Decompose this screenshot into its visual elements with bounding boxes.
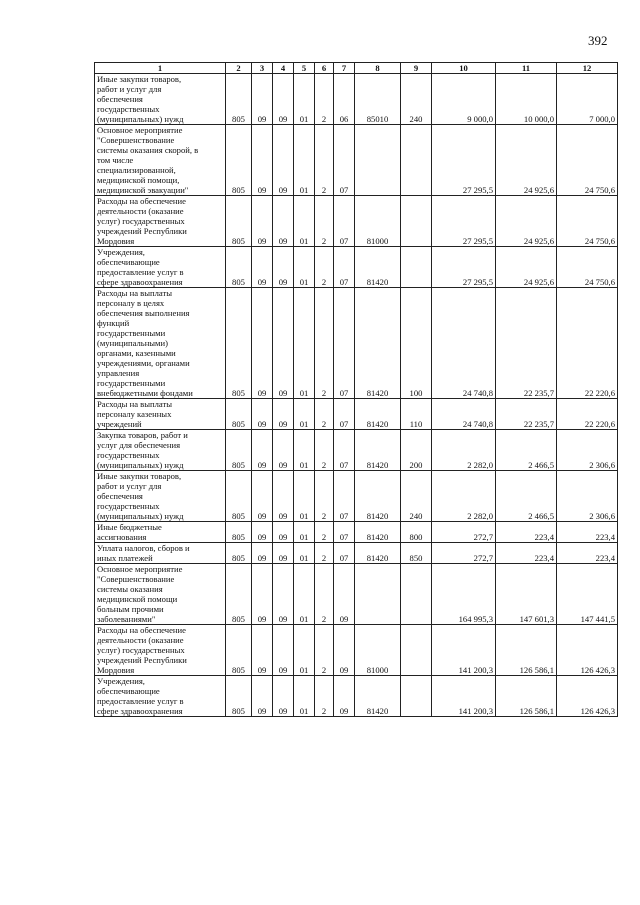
cell-event: 07 — [334, 543, 355, 564]
cell-subprogram: 2 — [315, 522, 334, 543]
table-row — [95, 247, 618, 288]
cell-direction: 81420 — [355, 288, 401, 399]
cell-amount-year1: 27 295,5 — [432, 125, 496, 196]
cell-admin-code: 805 — [226, 676, 252, 717]
cell-section: 09 — [252, 676, 273, 717]
cell-section: 09 — [252, 247, 273, 288]
cell-amount-year3: 147 441,5 — [557, 564, 618, 625]
cell-amount-year3: 126 426,3 — [557, 676, 618, 717]
cell-event: 07 — [334, 196, 355, 247]
cell-subsection: 09 — [273, 522, 294, 543]
cell-amount-year2: 126 586,1 — [496, 625, 557, 676]
cell-expense-type: 850 — [401, 543, 432, 564]
cell-amount-year1: 141 200,3 — [432, 676, 496, 717]
cell-amount-year2: 24 925,6 — [496, 196, 557, 247]
cell-event: 07 — [334, 399, 355, 430]
cell-event: 09 — [334, 676, 355, 717]
cell-expense-type — [401, 676, 432, 717]
header-cell: 11 — [496, 63, 557, 74]
cell-amount-year3: 24 750,6 — [557, 247, 618, 288]
budget-table — [94, 62, 618, 717]
cell-program: 01 — [294, 430, 315, 471]
header-cell: 10 — [432, 63, 496, 74]
cell-section: 09 — [252, 471, 273, 522]
table-row — [95, 564, 618, 625]
cell-program: 01 — [294, 471, 315, 522]
header-cell: 4 — [273, 63, 294, 74]
cell-expense-type — [401, 247, 432, 288]
cell-amount-year2: 22 235,7 — [496, 399, 557, 430]
row-description: Учреждения, обеспечивающие предоставление услуг в сфере здравоохранения — [95, 676, 226, 717]
cell-section: 09 — [252, 430, 273, 471]
cell-program: 01 — [294, 288, 315, 399]
cell-subprogram: 2 — [315, 247, 334, 288]
cell-admin-code: 805 — [226, 430, 252, 471]
cell-expense-type: 800 — [401, 522, 432, 543]
cell-subsection: 09 — [273, 125, 294, 196]
cell-event: 07 — [334, 247, 355, 288]
cell-amount-year2: 2 466,5 — [496, 471, 557, 522]
table-row — [95, 430, 618, 471]
table-row — [95, 676, 618, 717]
row-description: Закупка товаров, работ и услуг для обеспечения государственных (муниципальных) нужд — [95, 430, 226, 471]
cell-amount-year2: 10 000,0 — [496, 74, 557, 125]
cell-direction: 85010 — [355, 74, 401, 125]
cell-section: 09 — [252, 399, 273, 430]
cell-subprogram: 2 — [315, 543, 334, 564]
cell-amount-year3: 7 000,0 — [557, 74, 618, 125]
table-row — [95, 288, 618, 399]
cell-amount-year3: 22 220,6 — [557, 399, 618, 430]
cell-subsection: 09 — [273, 625, 294, 676]
cell-subsection: 09 — [273, 564, 294, 625]
cell-admin-code: 805 — [226, 399, 252, 430]
cell-section: 09 — [252, 564, 273, 625]
header-cell: 6 — [315, 63, 334, 74]
header-cell: 3 — [252, 63, 273, 74]
cell-subsection: 09 — [273, 399, 294, 430]
header-cell: 8 — [355, 63, 401, 74]
cell-program: 01 — [294, 625, 315, 676]
cell-subsection: 09 — [273, 74, 294, 125]
cell-event: 09 — [334, 625, 355, 676]
cell-subprogram: 2 — [315, 74, 334, 125]
header-row — [95, 63, 618, 74]
row-description: Учреждения, обеспечивающие предоставление услуг в сфере здравоохранения — [95, 247, 226, 288]
cell-event: 07 — [334, 288, 355, 399]
header-cell: 1 — [95, 63, 226, 74]
cell-section: 09 — [252, 125, 273, 196]
cell-admin-code: 805 — [226, 247, 252, 288]
cell-direction: 81420 — [355, 676, 401, 717]
cell-subprogram: 2 — [315, 625, 334, 676]
cell-expense-type — [401, 564, 432, 625]
cell-admin-code: 805 — [226, 196, 252, 247]
cell-amount-year3: 22 220,6 — [557, 288, 618, 399]
row-description: Расходы на выплаты персоналу казенных учреждений — [95, 399, 226, 430]
cell-amount-year1: 9 000,0 — [432, 74, 496, 125]
cell-subsection: 09 — [273, 543, 294, 564]
cell-direction: 81000 — [355, 625, 401, 676]
cell-direction — [355, 125, 401, 196]
cell-event: 07 — [334, 471, 355, 522]
header-cell: 7 — [334, 63, 355, 74]
cell-direction: 81420 — [355, 399, 401, 430]
cell-subprogram: 2 — [315, 196, 334, 247]
cell-amount-year1: 27 295,5 — [432, 196, 496, 247]
cell-admin-code: 805 — [226, 625, 252, 676]
page-number: 392 — [588, 33, 608, 48]
row-description: Расходы на обеспечение деятельности (оказание услуг) государственных учреждений Республики Мордовия — [95, 196, 226, 247]
cell-admin-code: 805 — [226, 125, 252, 196]
cell-program: 01 — [294, 522, 315, 543]
cell-subprogram: 2 — [315, 288, 334, 399]
cell-expense-type — [401, 625, 432, 676]
cell-direction: 81420 — [355, 522, 401, 543]
cell-event: 09 — [334, 564, 355, 625]
row-description: Расходы на обеспечение деятельности (оказание услуг) государственных учреждений Республики Мордовия — [95, 625, 226, 676]
cell-amount-year3: 223,4 — [557, 522, 618, 543]
cell-program: 01 — [294, 247, 315, 288]
table-row — [95, 543, 618, 564]
row-description: Иные закупки товаров, работ и услуг для обеспечения государственных (муниципальных) нужд — [95, 74, 226, 125]
header-cell: 9 — [401, 63, 432, 74]
cell-program: 01 — [294, 399, 315, 430]
cell-subsection: 09 — [273, 196, 294, 247]
cell-amount-year2: 147 601,3 — [496, 564, 557, 625]
cell-event: 07 — [334, 125, 355, 196]
cell-amount-year1: 24 740,8 — [432, 399, 496, 430]
cell-program: 01 — [294, 196, 315, 247]
cell-admin-code: 805 — [226, 543, 252, 564]
table-row — [95, 74, 618, 125]
cell-direction: 81420 — [355, 430, 401, 471]
cell-program: 01 — [294, 564, 315, 625]
cell-subprogram: 2 — [315, 564, 334, 625]
cell-program: 01 — [294, 543, 315, 564]
cell-amount-year1: 141 200,3 — [432, 625, 496, 676]
table-row — [95, 625, 618, 676]
cell-subsection: 09 — [273, 471, 294, 522]
table-row — [95, 125, 618, 196]
header-cell: 12 — [557, 63, 618, 74]
cell-amount-year1: 2 282,0 — [432, 430, 496, 471]
cell-subprogram: 2 — [315, 430, 334, 471]
cell-expense-type: 100 — [401, 288, 432, 399]
cell-admin-code: 805 — [226, 74, 252, 125]
cell-program: 01 — [294, 125, 315, 196]
cell-admin-code: 805 — [226, 471, 252, 522]
cell-event: 07 — [334, 522, 355, 543]
row-description: Иные бюджетные ассигнования — [95, 522, 226, 543]
cell-section: 09 — [252, 543, 273, 564]
cell-expense-type: 200 — [401, 430, 432, 471]
row-description: Расходы на выплаты персоналу в целях обеспечения выполнения функций государственными (муниципальными) органами, казенными учреждениями, органами управления государственными внебюджетными фондами — [95, 288, 226, 399]
cell-amount-year3: 126 426,3 — [557, 625, 618, 676]
table-row — [95, 399, 618, 430]
cell-amount-year1: 164 995,3 — [432, 564, 496, 625]
cell-event: 06 — [334, 74, 355, 125]
cell-section: 09 — [252, 288, 273, 399]
cell-amount-year2: 2 466,5 — [496, 430, 557, 471]
header-cell: 5 — [294, 63, 315, 74]
cell-direction: 81000 — [355, 196, 401, 247]
cell-amount-year2: 22 235,7 — [496, 288, 557, 399]
cell-direction — [355, 564, 401, 625]
cell-expense-type — [401, 125, 432, 196]
row-description: Основное мероприятие "Совершенствование системы оказания медицинской помощи больным прочими заболеваниями" — [95, 564, 226, 625]
cell-subsection: 09 — [273, 247, 294, 288]
cell-amount-year2: 223,4 — [496, 543, 557, 564]
cell-amount-year2: 24 925,6 — [496, 125, 557, 196]
cell-section: 09 — [252, 625, 273, 676]
cell-direction: 81420 — [355, 247, 401, 288]
cell-amount-year3: 24 750,6 — [557, 196, 618, 247]
table-row — [95, 196, 618, 247]
cell-amount-year2: 24 925,6 — [496, 247, 557, 288]
cell-expense-type: 110 — [401, 399, 432, 430]
cell-section: 09 — [252, 196, 273, 247]
cell-amount-year2: 126 586,1 — [496, 676, 557, 717]
cell-subsection: 09 — [273, 676, 294, 717]
cell-expense-type: 240 — [401, 74, 432, 125]
cell-amount-year1: 2 282,0 — [432, 471, 496, 522]
cell-amount-year3: 24 750,6 — [557, 125, 618, 196]
cell-subprogram: 2 — [315, 676, 334, 717]
cell-amount-year2: 223,4 — [496, 522, 557, 543]
table-row — [95, 471, 618, 522]
cell-admin-code: 805 — [226, 522, 252, 543]
row-description: Основное мероприятие "Совершенствование системы оказания скорой, в том числе специализированной, медицинской помощи, медицинской эвакуации" — [95, 125, 226, 196]
cell-expense-type: 240 — [401, 471, 432, 522]
cell-admin-code: 805 — [226, 288, 252, 399]
cell-section: 09 — [252, 522, 273, 543]
cell-amount-year3: 223,4 — [557, 543, 618, 564]
header-cell: 2 — [226, 63, 252, 74]
cell-expense-type — [401, 196, 432, 247]
cell-subsection: 09 — [273, 430, 294, 471]
cell-program: 01 — [294, 74, 315, 125]
cell-subprogram: 2 — [315, 471, 334, 522]
cell-subprogram: 2 — [315, 399, 334, 430]
cell-amount-year3: 2 306,6 — [557, 430, 618, 471]
cell-amount-year3: 2 306,6 — [557, 471, 618, 522]
cell-amount-year1: 24 740,8 — [432, 288, 496, 399]
cell-event: 07 — [334, 430, 355, 471]
cell-subprogram: 2 — [315, 125, 334, 196]
cell-section: 09 — [252, 74, 273, 125]
cell-direction: 81420 — [355, 471, 401, 522]
cell-amount-year1: 272,7 — [432, 543, 496, 564]
cell-amount-year1: 272,7 — [432, 522, 496, 543]
cell-admin-code: 805 — [226, 564, 252, 625]
table-body — [95, 74, 618, 717]
row-description: Уплата налогов, сборов и иных платежей — [95, 543, 226, 564]
cell-direction: 81420 — [355, 543, 401, 564]
row-description: Иные закупки товаров, работ и услуг для обеспечения государственных (муниципальных) нужд — [95, 471, 226, 522]
table-row — [95, 522, 618, 543]
cell-amount-year1: 27 295,5 — [432, 247, 496, 288]
cell-program: 01 — [294, 676, 315, 717]
cell-subsection: 09 — [273, 288, 294, 399]
